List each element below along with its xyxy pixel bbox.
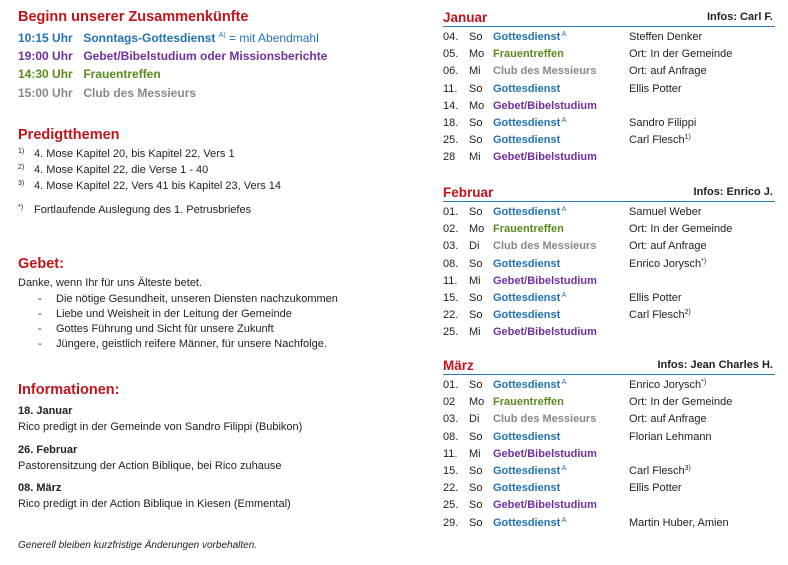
- bullet-text: Liebe und Weisheit in der Leitung der Gemeinde: [56, 308, 292, 320]
- row-event: Gottesdienst $^A$: [493, 465, 567, 477]
- sermon-text: 4. Mose Kapitel 22, die Verse 1 - 40: [34, 164, 209, 176]
- row-person: Florian Lehmann: [629, 430, 712, 443]
- row-event: Gottesdienst: [493, 309, 561, 322]
- sermon-sup: 2): [18, 164, 25, 171]
- prayer-bullet: [38, 323, 274, 335]
- row-weekday: Mo: [469, 48, 485, 61]
- row-event: Gottesdienst: [493, 82, 561, 95]
- row-weekday: Mi: [469, 274, 481, 287]
- meeting-sunday-time: 10:15 Uhr: [18, 31, 73, 45]
- row-date: 25.: [443, 326, 459, 339]
- schedule-row: [443, 517, 783, 534]
- schedule-row: [443, 48, 783, 65]
- row-date: 22.: [443, 309, 459, 322]
- informations-title: Informationen:: [18, 382, 120, 398]
- month-name: Februar: [443, 185, 494, 200]
- row-event: Gottesdienst $^A$: [493, 31, 567, 43]
- bullet-dash: -: [38, 308, 42, 320]
- row-person: Carl Flesch$^{1)}$: [629, 134, 691, 147]
- schedule-row: [443, 396, 783, 413]
- row-event: Gottesdienst $^A$: [493, 516, 567, 529]
- bullet-text: Die nötige Gesundheit, unseren Diensten nachzukommen: [56, 293, 338, 305]
- prayer-bullet: [38, 293, 338, 305]
- schedule-row: [443, 100, 783, 117]
- row-person: Ellis Potter: [629, 482, 682, 495]
- row-event: Gottesdienst: [493, 482, 561, 495]
- row-weekday: So: [469, 82, 483, 95]
- person-sup: *): [701, 379, 707, 386]
- row-event: Frauentreffen: [493, 48, 564, 61]
- row-event: Gottesdienst: [493, 134, 561, 147]
- row-person: Ort: auf Anfrage: [629, 413, 707, 426]
- schedule-row: [443, 431, 783, 448]
- row-event: Gebet/Bibelstudium: [493, 447, 597, 460]
- row-event: Club des Messieurs: [493, 240, 597, 253]
- row-person: Samuel Weber: [629, 206, 702, 218]
- sermon-text: 4. Mose Kapitel 22, Vers 41 bis Kapitel 23, Vers 14: [34, 180, 282, 192]
- row-weekday: So: [469, 31, 483, 43]
- info-text: Rico predigt in der Gemeinde von Sandro Filippi (Bubikon): [18, 421, 303, 433]
- row-weekday: So: [469, 379, 483, 391]
- row-weekday: So: [469, 482, 483, 495]
- row-event: Gottesdienst $^A$: [493, 292, 567, 304]
- row-event: Gebet/Bibelstudium: [493, 99, 597, 112]
- schedule-row: [443, 31, 783, 48]
- row-date: 11.: [443, 274, 458, 287]
- row-date: 03.: [443, 413, 459, 426]
- row-event: Gebet/Bibelstudium: [493, 274, 597, 287]
- sermon-sup: 3): [18, 180, 25, 187]
- row-person: Sandro Filippi: [629, 117, 697, 129]
- month-name: März: [443, 358, 474, 373]
- schedule-row: [443, 448, 783, 465]
- row-weekday: So: [469, 292, 483, 304]
- month-info: Infos: Carl F.: [706, 11, 773, 23]
- row-weekday: Mi: [469, 326, 481, 339]
- month-info: Infos: Jean Charles H.: [657, 359, 773, 371]
- schedule-row: [443, 134, 783, 151]
- row-weekday: So: [469, 499, 483, 512]
- row-event: Gottesdienst $^A$: [493, 206, 567, 218]
- schedule-row: [443, 258, 783, 275]
- info-date: 26. Februar: [18, 444, 78, 456]
- meeting-prayer-time: 19:00 Uhr: [18, 49, 73, 63]
- row-event: Frauentreffen: [493, 223, 564, 236]
- row-person: Carl Flesch$^{3)}$: [629, 465, 691, 477]
- schedule-row: [443, 65, 783, 82]
- row-date: 08.: [443, 257, 459, 270]
- schedule-row: [443, 240, 783, 257]
- meeting-women-time: 14:30 Uhr: [18, 67, 73, 81]
- schedule-row: [443, 275, 783, 292]
- schedule-row: [443, 326, 783, 343]
- row-date: 14.: [443, 99, 459, 112]
- row-event: Gebet/Bibelstudium: [493, 499, 597, 512]
- event-sup: A: [560, 379, 567, 386]
- prayer-bullet: [38, 308, 292, 320]
- schedule-row: [443, 379, 783, 396]
- event-sup: A: [560, 117, 567, 124]
- meeting-women-label: Frauentreffen: [83, 67, 161, 81]
- row-event: Gottesdienst $^A$: [493, 117, 567, 129]
- row-weekday: Di: [469, 240, 480, 253]
- prayer-title: Gebet:: [18, 256, 64, 272]
- footer-note: Generell bleiben kurzfristige Änderungen vorbehalten.: [18, 540, 258, 551]
- prayer-intro: Danke, wenn Ihr für uns Älteste betet.: [18, 277, 203, 289]
- row-weekday: So: [469, 134, 483, 147]
- person-sup: 2): [684, 309, 691, 317]
- row-date: 29.: [443, 516, 459, 529]
- sermon-sup: 1): [18, 148, 25, 155]
- row-person: Ellis Potter: [629, 82, 682, 95]
- sermon-text: 4. Mose Kapitel 20, bis Kapitel 22, Vers 1: [34, 148, 235, 160]
- row-person: Ort: In der Gemeinde: [629, 223, 733, 236]
- sermon-note: [18, 204, 251, 216]
- event-sup: A: [560, 292, 567, 299]
- row-person: Steffen Denker: [629, 31, 703, 43]
- row-date: 15.: [443, 292, 459, 304]
- row-date: 11.: [443, 447, 458, 460]
- meeting-men: [18, 86, 196, 100]
- event-sup: A: [560, 516, 567, 524]
- meeting-men-label: Club des Messieurs: [83, 86, 197, 100]
- row-weekday: So: [469, 257, 483, 270]
- row-person: Ort: In der Gemeinde: [629, 48, 733, 61]
- row-event: Gottesdienst: [493, 257, 561, 270]
- month-info: Infos: Enrico J.: [693, 186, 773, 198]
- row-weekday: Mi: [469, 65, 481, 78]
- row-event: Club des Messieurs: [493, 413, 597, 426]
- meeting-prayer-label: Gebet/Bibelstudium oder Missionsberichte: [83, 49, 328, 63]
- sermon-item: [18, 164, 208, 176]
- bullet-dash: -: [38, 293, 42, 305]
- row-event: Frauentreffen: [493, 396, 564, 409]
- row-weekday: So: [469, 430, 483, 443]
- row-person: Ort: auf Anfrage: [629, 240, 707, 253]
- bullet-text: Jüngere, geistlich reifere Männer, für unsere Nachfolge.: [56, 338, 327, 350]
- schedule-row: [443, 465, 783, 482]
- schedule-row: [443, 413, 783, 430]
- row-weekday: So: [469, 309, 483, 322]
- row-event: Gottesdienst: [493, 430, 561, 443]
- bullet-dash: -: [38, 323, 42, 335]
- row-date: 01.: [443, 206, 459, 218]
- info-date: 08. März: [18, 482, 62, 494]
- row-date: 25.: [443, 499, 459, 512]
- row-date: 11.: [443, 82, 458, 95]
- row-weekday: Mo: [469, 99, 485, 112]
- row-date: 25.: [443, 134, 459, 147]
- row-person: Carl Flesch$^{2)}$: [629, 309, 691, 322]
- schedule-row: [443, 83, 783, 100]
- row-person: Ort: auf Anfrage: [629, 65, 707, 78]
- row-date: 02.: [443, 223, 459, 236]
- info-date: 18. Januar: [18, 405, 73, 417]
- row-date: 28: [443, 151, 456, 164]
- row-date: 18.: [443, 117, 459, 129]
- row-weekday: So: [469, 516, 483, 529]
- row-date: 15.: [443, 465, 459, 477]
- meeting-sunday-sup: A): [218, 32, 226, 39]
- row-person: Martin Huber, Amien: [629, 516, 729, 529]
- schedule-row: [443, 292, 783, 309]
- row-event: Gebet/Bibelstudium: [493, 151, 597, 164]
- prayer-bullet: [38, 338, 327, 350]
- row-event: Gebet/Bibelstudium: [493, 326, 597, 339]
- month-header: [443, 358, 775, 375]
- sermon-item: [18, 148, 235, 160]
- row-date: 02: [443, 396, 456, 409]
- sermon-item: [18, 180, 281, 192]
- bullet-dash: -: [38, 338, 42, 350]
- row-weekday: Mo: [469, 396, 485, 409]
- info-text: Rico predigt in der Action Biblique in Kiesen (Emmental): [18, 498, 291, 510]
- schedule-row: [443, 117, 783, 134]
- row-weekday: Di: [469, 413, 480, 426]
- row-weekday: So: [469, 117, 483, 129]
- month-header: [443, 10, 775, 27]
- sermon-note-text: Fortlaufende Auslegung des 1. Petrusbriefes: [34, 204, 252, 216]
- row-date: 06.: [443, 65, 459, 78]
- month-header: [443, 185, 775, 202]
- schedule-row: [443, 482, 783, 499]
- event-sup: A: [560, 465, 567, 472]
- meeting-sunday-suffix: = mit Abendmahl: [225, 31, 319, 45]
- row-event: Gottesdienst $^A$: [493, 379, 567, 391]
- meeting-men-time: 15:00 Uhr: [18, 86, 73, 100]
- meeting-sunday: [18, 31, 319, 45]
- row-date: 01.: [443, 379, 459, 391]
- month-name: Januar: [443, 10, 488, 25]
- schedule-row: [443, 206, 783, 223]
- sermon-note-sup: *): [18, 204, 24, 211]
- row-person: Ellis Potter: [629, 292, 682, 304]
- schedule-row: [443, 309, 783, 326]
- row-weekday: So: [469, 465, 483, 477]
- row-person: Enrico Jorysch*): [629, 379, 707, 391]
- row-weekday: Mi: [469, 151, 481, 164]
- person-sup: 1): [684, 134, 691, 142]
- schedule-row: [443, 151, 783, 168]
- sermons-title: Predigtthemen: [18, 127, 120, 143]
- schedule-row: [443, 499, 783, 516]
- bullet-text: Gottes Führung und Sicht für unsere Zukunft: [56, 323, 274, 335]
- person-sup: 3): [684, 465, 691, 472]
- event-sup: A: [560, 206, 567, 213]
- meeting-prayer: [18, 49, 327, 63]
- meetings-title: Beginn unserer Zusammenkünfte: [18, 9, 249, 25]
- event-sup: A: [560, 31, 567, 38]
- person-sup: *): [701, 257, 707, 265]
- row-event: Club des Messieurs: [493, 65, 597, 78]
- row-date: 04.: [443, 31, 459, 43]
- row-date: 03.: [443, 240, 459, 253]
- row-person: Enrico Jorysch*): [629, 257, 707, 270]
- schedule-row: [443, 223, 783, 240]
- meeting-sunday-label: Sonntags-Gottesdienst: [83, 31, 216, 45]
- row-person: Ort: In der Gemeinde: [629, 396, 733, 409]
- meeting-women: [18, 67, 161, 81]
- row-weekday: Mi: [469, 447, 481, 460]
- info-text: Pastorensitzung der Action Biblique, bei Rico zuhause: [18, 460, 282, 472]
- row-date: 22.: [443, 482, 459, 495]
- row-date: 05.: [443, 48, 459, 61]
- row-date: 08.: [443, 430, 459, 443]
- row-weekday: So: [469, 206, 483, 218]
- row-weekday: Mo: [469, 223, 485, 236]
